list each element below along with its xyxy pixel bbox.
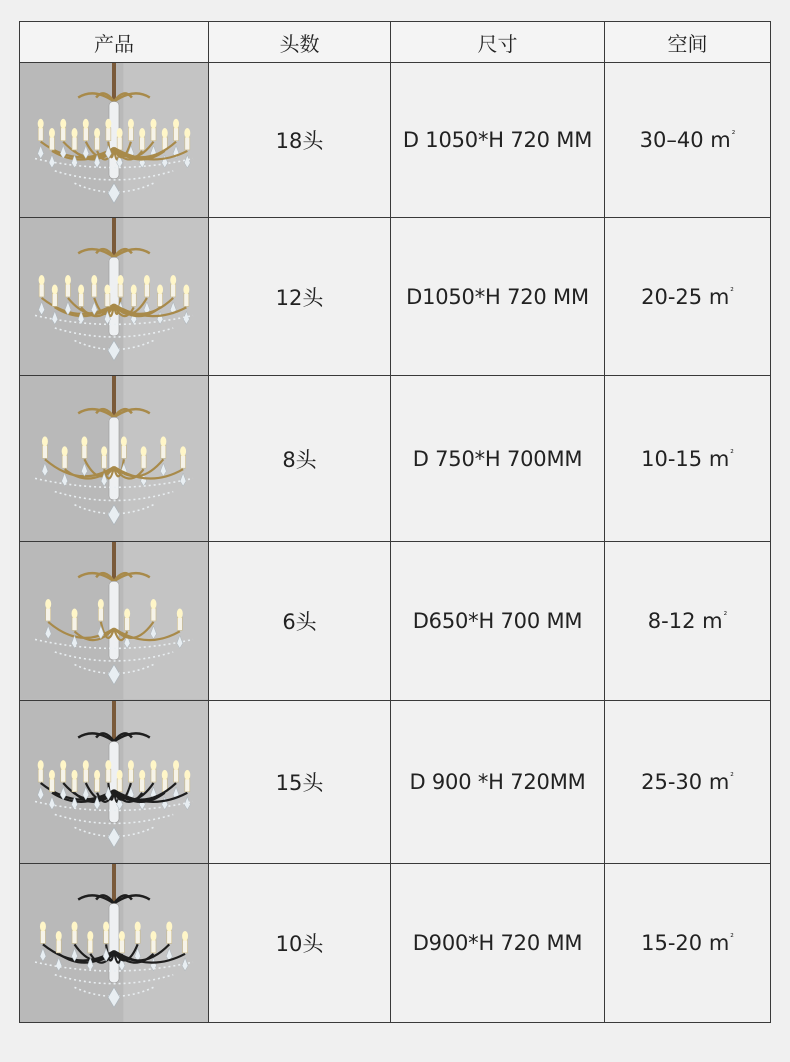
bulb — [52, 285, 58, 295]
candle — [95, 137, 100, 150]
bulb — [131, 285, 137, 295]
bulb — [124, 609, 130, 619]
bulb — [150, 599, 156, 609]
bulb — [91, 275, 97, 285]
candle — [117, 778, 122, 791]
candle — [56, 940, 61, 953]
bulb — [65, 275, 71, 285]
product-image-cell — [20, 542, 209, 700]
product-image-cell — [20, 63, 209, 218]
bulb — [170, 275, 176, 285]
candle — [135, 930, 140, 943]
candle — [61, 128, 66, 141]
table-row — [20, 700, 771, 863]
candle — [131, 294, 136, 307]
size-cell: D1050*H 720 MM — [391, 218, 605, 376]
candle — [158, 294, 163, 307]
candle — [106, 769, 111, 782]
candle — [49, 137, 54, 150]
space-cell: 20-25 $m^{^2}$ — [605, 218, 771, 376]
size-cell: D900*H 720 MM — [391, 863, 605, 1022]
candle — [92, 284, 97, 297]
bulb — [94, 128, 100, 138]
bulb — [162, 769, 168, 779]
bulb — [150, 931, 156, 941]
bulb — [38, 119, 44, 129]
bulb — [180, 447, 186, 457]
bulb — [119, 931, 125, 941]
candle — [151, 940, 156, 953]
candle — [42, 446, 47, 459]
bulb — [139, 769, 145, 779]
bulb — [150, 760, 156, 770]
bulb — [139, 128, 145, 138]
candle — [177, 618, 182, 631]
bulb — [144, 275, 150, 285]
bulb — [72, 128, 78, 138]
bulb — [49, 769, 55, 779]
candle — [125, 618, 130, 631]
candle — [72, 618, 77, 631]
bulb — [72, 769, 78, 779]
chandelier-image — [20, 542, 208, 699]
bulb — [177, 609, 183, 619]
candle — [79, 294, 84, 307]
candle — [118, 284, 123, 297]
bulb — [128, 119, 134, 129]
candle — [104, 930, 109, 943]
candle — [61, 769, 66, 782]
bulb — [49, 128, 55, 138]
header-row — [20, 22, 771, 63]
candle — [184, 294, 189, 307]
candle — [128, 128, 133, 141]
bulb — [173, 760, 179, 770]
heads-cell: 18头 — [209, 63, 391, 218]
candle — [171, 284, 176, 297]
bulb — [40, 921, 46, 931]
space-cell: 8-12 $m^{^2}$ — [605, 542, 771, 700]
candle — [140, 137, 145, 150]
candle — [106, 128, 111, 141]
candle — [52, 294, 57, 307]
size-cell: D650*H 700 MM — [391, 542, 605, 700]
candle — [83, 769, 88, 782]
spec-table — [19, 21, 771, 1023]
heads-cell: 12头 — [209, 218, 391, 376]
candle — [62, 456, 67, 469]
candle — [181, 456, 186, 469]
candle — [121, 446, 126, 459]
candle — [38, 128, 43, 141]
table-row — [20, 376, 771, 542]
bulb — [166, 921, 172, 931]
header-space: 空间 — [605, 22, 771, 63]
candle — [151, 769, 156, 782]
bulb — [60, 760, 66, 770]
candle — [83, 128, 88, 141]
bulb — [81, 437, 87, 447]
bulb — [135, 921, 141, 931]
bulb — [78, 285, 84, 295]
candle — [105, 294, 110, 307]
chandelier-image — [20, 376, 208, 541]
space-cell: 10-15 $m^{^2}$ — [605, 376, 771, 542]
table-row — [20, 63, 771, 218]
bulb — [94, 769, 100, 779]
candle — [39, 284, 44, 297]
heads-cell: 10头 — [209, 863, 391, 1022]
bulb — [104, 285, 110, 295]
bulb — [184, 769, 190, 779]
candle — [72, 930, 77, 943]
header-size: 尺寸 — [391, 22, 605, 63]
candle — [185, 137, 190, 150]
bulb — [183, 285, 189, 295]
candle — [38, 769, 43, 782]
candle — [185, 778, 190, 791]
candle — [141, 456, 146, 469]
candle — [82, 446, 87, 459]
heads-cell: 8头 — [209, 376, 391, 542]
size-cell: D 900 *H 720MM — [391, 700, 605, 863]
bulb — [38, 760, 44, 770]
bulb — [160, 437, 166, 447]
candle — [167, 930, 172, 943]
bulb — [141, 447, 147, 457]
candle — [49, 778, 54, 791]
bulb — [72, 921, 78, 931]
size-cell: D 1050*H 720 MM — [391, 63, 605, 218]
candle — [117, 137, 122, 150]
bulb — [118, 275, 124, 285]
candle — [98, 608, 103, 621]
bulb — [87, 931, 93, 941]
candle — [65, 284, 70, 297]
candle — [46, 608, 51, 621]
bulb — [121, 437, 127, 447]
chandelier-image — [20, 218, 208, 375]
bulb — [62, 447, 68, 457]
bulb — [173, 119, 179, 129]
bulb — [45, 599, 51, 609]
product-image-cell — [20, 863, 209, 1022]
product-image-cell — [20, 218, 209, 376]
candle — [151, 128, 156, 141]
bulb — [157, 285, 163, 295]
bulb — [42, 437, 48, 447]
chandelier-image — [20, 63, 208, 217]
candle — [95, 778, 100, 791]
bulb — [105, 119, 111, 129]
candle — [174, 128, 179, 141]
bulb — [105, 760, 111, 770]
candle — [72, 137, 77, 150]
bulb — [60, 119, 66, 129]
heads-cell: 15头 — [209, 700, 391, 863]
space-cell: 15-20 $m^{^2}$ — [605, 863, 771, 1022]
space-cell: 30–40 $m^{^2}$ — [605, 63, 771, 218]
candle — [119, 940, 124, 953]
candle — [161, 446, 166, 459]
candle — [102, 456, 107, 469]
candle — [40, 930, 45, 943]
candle — [144, 284, 149, 297]
candle — [140, 778, 145, 791]
bulb — [150, 119, 156, 129]
product-image-cell — [20, 700, 209, 863]
chandelier-image — [20, 701, 208, 863]
product-image-cell — [20, 376, 209, 542]
bulb — [182, 931, 188, 941]
bulb — [184, 128, 190, 138]
bulb — [39, 275, 45, 285]
table-row — [20, 863, 771, 1022]
bulb — [117, 769, 123, 779]
bulb — [56, 931, 62, 941]
header-product: 产品 — [20, 22, 209, 63]
table-row — [20, 218, 771, 376]
bulb — [83, 760, 89, 770]
candle — [174, 769, 179, 782]
bulb — [117, 128, 123, 138]
chandelier-image — [20, 864, 208, 1022]
bulb — [128, 760, 134, 770]
candle — [183, 940, 188, 953]
header-heads: 头数 — [209, 22, 391, 63]
candle — [72, 778, 77, 791]
bulb — [98, 599, 104, 609]
candle — [88, 940, 93, 953]
bulb — [72, 609, 78, 619]
bulb — [101, 447, 107, 457]
size-cell: D 750*H 700MM — [391, 376, 605, 542]
bulb — [103, 921, 109, 931]
bulb — [83, 119, 89, 129]
candle — [128, 769, 133, 782]
bulb — [162, 128, 168, 138]
candle — [151, 608, 156, 621]
space-cell: 25-30 $m^{^2}$ — [605, 700, 771, 863]
heads-cell: 6头 — [209, 542, 391, 700]
table-row — [20, 542, 771, 700]
